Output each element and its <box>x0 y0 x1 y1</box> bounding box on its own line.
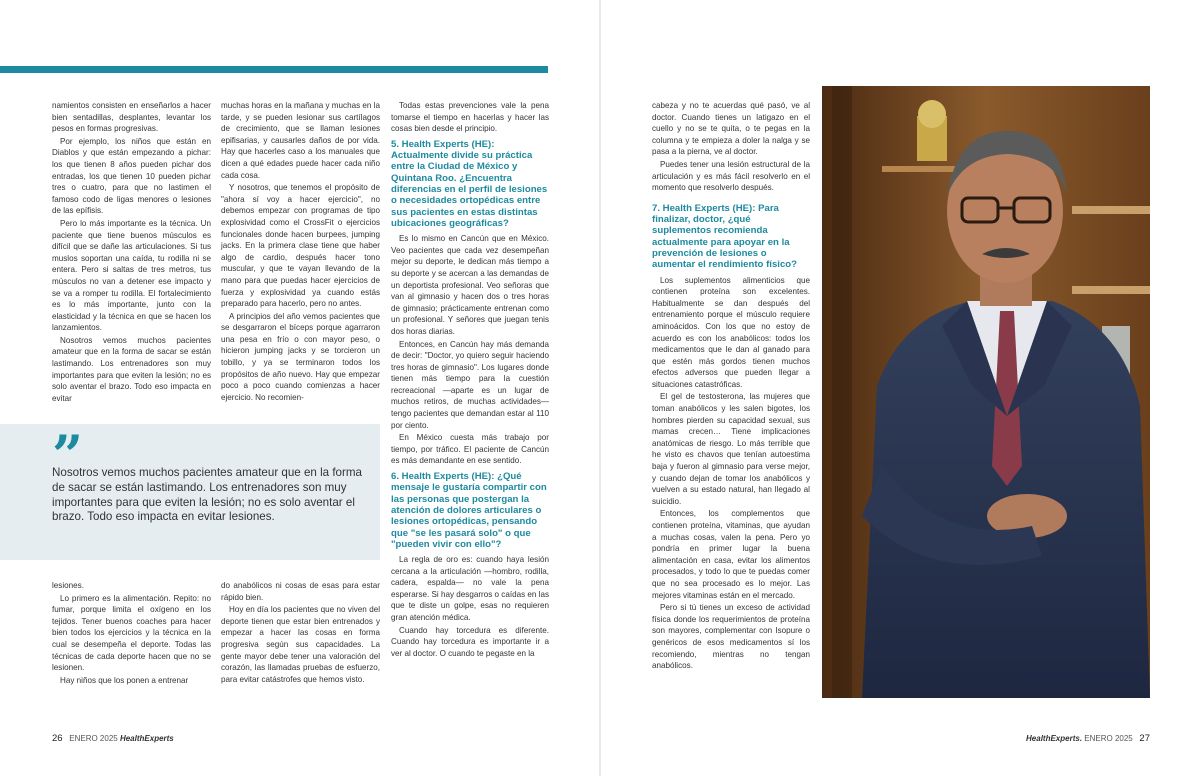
paragraph: Hoy en día los pacientes que no viven del deporte tienen que estar bien entrenados y empezar a hacer las cosas en forma progresiva según sus capacidades. La gente mayor debe tener una valoración del corazón, las llamadas pruebas de esfuerzo, para evitar catástrofes que hemos visto. <box>221 605 380 684</box>
spread-gutter <box>599 0 601 776</box>
paragraph: muchas horas en la mañana y muchas en la tarde, y se pueden lesionar sus cartílagos de crecimiento, que se llaman lesiones epifisarias, y causarles daños de por vida. Hay que hacerles caso a los manuales que dicen a qué edades puede hacer cada niño cada cosa. <box>221 101 380 180</box>
issue-date: ENERO 2025 <box>1084 734 1133 743</box>
column-4 <box>652 100 810 673</box>
issue-date: ENERO 2025 <box>69 734 118 743</box>
column-2-top <box>221 100 380 404</box>
paragraph: Pero si tú tienes un exceso de actividad física donde los requerimientos de proteína son mayores, complementar con Isopure o genéricos de esos medicamentos sí los recomiendo, mientras no tengan anabólicos. <box>652 603 810 671</box>
page-number: 27 <box>1139 733 1150 744</box>
paragraph: En México cuesta más trabajo por tiempo, por tráfico. El paciente de Cancún es más demandante en ese sentido. <box>391 433 549 466</box>
footer-right <box>1026 733 1150 744</box>
column-1-top <box>52 100 211 405</box>
paragraph: Los suplementos alimenticios que contienen proteína son excelentes. Habitualmente se dan después del entrenamiento porque el músculo requiere aminoácidos. Con los que no estoy de acuerdo es con los anabólicos: todos los medicamentos que le dan al ganado para que estén más gordos tienen muchos efectos adversos que pueden llegar a situaciones catastróficas. <box>652 275 810 389</box>
paragraph: Nosotros vemos muchos pacientes amateur que en la forma de sacar se están lastimando. Los entrenadores son muy importantes para que eviten la lesión; no es solo aventar el brazo. Todo eso impacta en evitar <box>52 335 211 403</box>
paragraph: lesiones. <box>52 581 84 590</box>
paragraph: Y nosotros, que tenemos el propósito de "ahora sí voy a hacer ejercicio", no debemos empezar con programas de tipo explosividad como el CrossFit o ejercicios funcionales donde hacen burpees, jumping jacks. En la primera clase tiene que haber algo de cardio, después hacer tono muscular, y que te vayan llevando de la mano para que puedas hacer ejercicios de fuerza y explosividad ya cuando estás preparado para hacerlo, pero no antes. <box>221 183 380 309</box>
paragraph: Todas estas prevenciones vale la pena tomarse el tiempo en hacerlas y hacer las cosas bien desde el principio. <box>391 101 549 134</box>
paragraph: Entonces, en Cancún hay más demanda de decir: "Doctor, yo quiero seguir haciendo tres horas de gimnasio". Los lugares donde tienen más tiempo para la cuestión recreacional —aparte es un lugar de muchos retiros, de muchas actividades— tengo pacientes que demandan estar al 110 por ciento. <box>391 339 549 430</box>
portrait-illustration <box>822 86 1150 698</box>
paragraph: Por ejemplo, los niños que están en Diablos y que están empezando a pichar: los que tienen 8 años pueden pichar dos entradas, los que tienen 10 pueden pichar tres o cuatro, para que no lastimen el famoso codo de ligas menores o lesiones de las epífisis. <box>52 136 211 216</box>
column-3 <box>391 100 549 660</box>
doctor-portrait-photo <box>822 86 1150 698</box>
paragraph: Entonces, los complementos que contienen proteína, vitaminas, que ayudan a muchas cosas, valen la pena. Pero yo pondría en primer lugar la buena alimentación en casa, evitar los alimentos procesados, y todo lo que te puedas comer que no sea procesado es lo mejor. Las mejores vitaminas están en el mercado. <box>652 509 810 600</box>
paragraph: Pero lo más importante es la técnica. Un paciente que tiene buenos músculos es difícil que se dañe las articulaciones. Si tus muslos soportan una caída, tu rodilla ni se entera. Pero si saltas de tres metros, tus músculos no van a detener ese impacto y se va a romper tu rodilla. El fortalecimiento es lo más importante, junto con la elasticidad y la técnica en que se hacen los lanzamientos. <box>52 218 211 333</box>
question-6-heading: 6. Health Experts (HE): ¿Qué mensaje le gustaría compartir con las personas que postergan la atención de dolores articulares o lesiones ortopédicas, pensando que "se les pasará solo" o que "pueden vivir con ello"? <box>391 471 547 550</box>
paragraph: Puedes tener una lesión estructural de la articulación y es más fácil resolverlo en el momento que resolverlo después. <box>652 159 810 193</box>
paragraph: namientos consisten en enseñarlos a hacer bien sentadillas, desplantes, levantar los pesos en formas progresivas. <box>52 101 211 134</box>
paragraph: El gel de testosterona, las mujeres que toman anabólicos y les salen bigotes, los hombres pierden su capacidad sexual, sus mamas crecen… Tiene implicaciones anatómicas de riesgo. Lo más terrible que he visto es chavos que tenían autoestima baja y fueron al gimnasio para verse mejor, y cuando dejan de tomar los anabólicos y vuelven a su estado natural, han llegado al suicidio. <box>652 392 810 506</box>
magazine-name: HealthExperts <box>119 734 174 743</box>
paragraph: Hay niños que los ponen a entrenar <box>60 675 189 685</box>
footer-left <box>52 733 174 744</box>
column-2-bottom <box>221 580 380 686</box>
question-5-heading: 5. Health Experts (HE): Actualmente divide su práctica entre la Ciudad de México y Quintana Roo. ¿Encuentra diferencias en el perfil de lesiones o necesidades ortopédicas entre sus pacientes en estas distintas ubicaciones geográficas? <box>391 138 548 229</box>
top-accent-bar <box>0 66 548 73</box>
paragraph: La regla de oro es: cuando haya lesión cercana a la articulación —hombro, rodilla, cadera, espalda— no vale la pena esperarse. Si hay desgarros o caídas en las que te diste un golpe, esas no requieren gran atención médica. <box>391 555 549 623</box>
page-number: 26 <box>52 733 63 744</box>
pull-quote-text: Nosotros vemos muchos pacientes amateur que en la forma de sacar se están lastimando. Los entrenadores son muy importantes para que eviten la lesión; no es solo aventar el brazo. Todo eso impacta en evitar lesiones. <box>52 466 362 524</box>
magazine-name: HealthExperts. <box>1026 734 1083 743</box>
paragraph: do anabólicos ni cosas de esas para estar rápido bien. <box>221 581 380 602</box>
paragraph: Cuando hay torcedura es diferente. Cuando hay torcedura es importante ir a ver al doctor. O cuando te pegaste en la <box>391 625 549 658</box>
paragraph: Es lo mismo en Cancún que en México. Veo pacientes que cada vez desempeñan mejor su deporte, le dedican más tiempo a su deporte y se acercan a las demandas de un deportista profesional. Veo señoras que van al gimnasio y hacen dos o tres horas de gimnasio; prácticamente entrenan como un profesional. Y señores que juegan tenis dos horas diarias. <box>391 234 549 336</box>
paragraph: A principios del año vemos pacientes que se desgarraron el bíceps porque agarraron una pesa en frío o con mayor peso, o hicieron jumping jacks y se torcieron un tobillo, y ya se terminaron todos los propósitos de año nuevo. Hay que empezar poco a poco cuando comienzas a hacer ejercicio. No recomien- <box>221 311 380 402</box>
quote-mark-icon: ” <box>52 423 84 487</box>
paragraph: Lo primero es la alimentación. Repito: no fumar, porque limita el oxígeno en los tejidos. Tener buenos coaches para hacer bien todos los ejercicios y la técnica en la cual se desempeña el deporte. Todas las técnicas de cada deporte hacen que no se lesionen. <box>52 593 211 673</box>
paragraph: cabeza y no te acuerdas qué pasó, ve al doctor. Cuando tienes un latigazo en el cuello y no se te quita, o te pegas en la columna y te empieza a doler la nalga y se pasa a la pierna, ve al doctor. <box>652 101 810 157</box>
question-7-heading: 7. Health Experts (HE): Para finalizar, doctor, ¿qué suplementos recomienda actualmente para apoyar en la prevención de lesiones o aumentar el rendimiento físico? <box>652 202 798 271</box>
column-1-bottom <box>52 580 211 687</box>
